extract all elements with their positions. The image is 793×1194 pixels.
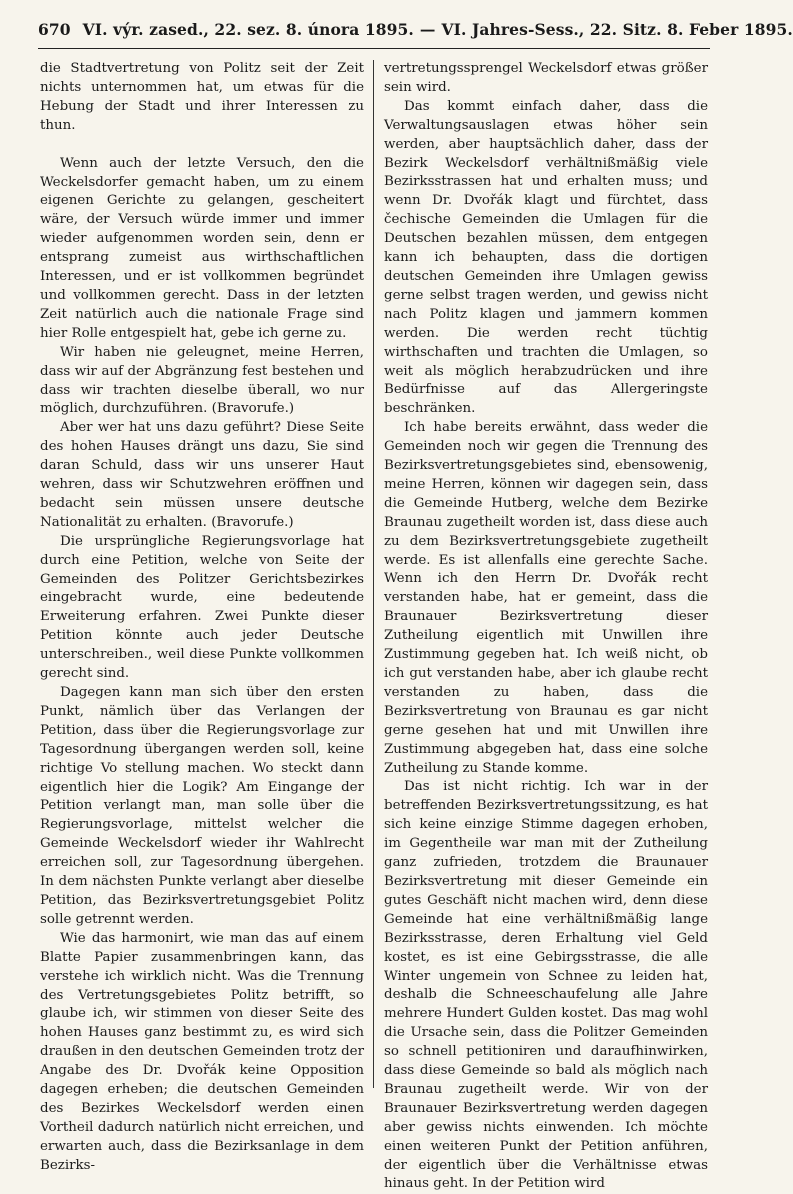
page-number: 670 [38, 20, 71, 39]
paragraph: Dagegen kann man sich über den ersten Punkt, nämlich über das Verlangen der Petition, dass über die Regierungsvorlage zur Tagesordnung übergangen werden soll, keine richtige Vo stellung machen. Wo steckt dann eigentlich hier die Logik? Am Eingange der Petition verlangt man, man solle über die Regierungsvorlage, mittelst welcher die Gemeinde Weckelsdorf wieder ihr Wahlrecht erreichen soll, zur Tagesordnung übergehen. In dem nächsten Punkte verlangt aber dieselbe Petition, das Bezirksvertretungsgebiet Politz solle getrennt werden. [40, 685, 364, 927]
paragraph: Aber wer hat uns dazu geführt? Diese Seite des hohen Hauses drängt uns dazu, Sie sind daran Schuld, dass wir uns unserer Haut wehren, dass wir Schutzwehren eröffnen und bedacht sein müssen unsere deutsche Nationalität zu erhalten. (Bravorufe.) [40, 420, 364, 530]
paragraph: Wie das harmonirt, wie man das auf einem Blatte Papier zusammenbringen kann, das verstehe ich wirklich nicht. Was die Trennung des Vertretungsgebietes Politz betrifft, so glaube ich, wir stimmen von dieser Seite des hohen Hauses ganz bestimmt zu, es wird sich draußen in den deutschen Gemeinden trotz der Angabe des Dr. Dvořák keine Opposition dagegen erheben; die deutschen Gemeinden des Bezirkes Weckelsdorf werden einen Vortheil dadurch natürlich nicht erreichen, und erwarten auch, dass die Bezirksanlage in dem Bezirks- [40, 930, 364, 1173]
header-german: VI. Jahres-Sess., 22. Sitz. 8. Feber 1895. [441, 20, 793, 39]
right-column [384, 60, 708, 1192]
header-czech: VI. výr. zased., 22. sez. 8. února 1895. [82, 20, 414, 39]
paragraph: Wenn auch der letzte Versuch, den die Weckelsdorfer gemacht haben, um zu einem eigenen Gerichte zu gelangen, gescheitert wäre, der Versuch würde immer und immer wieder aufgenommen worden sein, denn er entsprang zumeist aus wirthschaftlichen Interessen, und er ist vollkommen begründet und vollkommen gerecht. Dass in der letzten Zeit natürlich auch die nationale Frage sind hier Rolle entgespielt hat, gebe ich gerne zu. [40, 155, 364, 341]
running-header [38, 20, 793, 44]
paragraph: Ich habe bereits erwähnt, dass weder die Gemeinden noch wir gegen die Trennung des Bezirksvertretungsgebietes sind, ebensowenig, meine Herren, können wir dagegen sein, dass die Gemeinde Hutberg, welche dem Bezirke Braunau zugetheilt worden ist, dass diese auch zu dem Bezirksvertretungsgebiete zugetheilt werde. Es ist allenfalls eine gerechte Sache. Wenn ich den Herrn Dr. Dvořák recht verstanden habe, hat er gemeint, dass die Braunauer Bezirksvertretung dieser Zutheilung eigentlich mit Unwillen ihre Zustimmung gegeben hat. Ich weiß nicht, ob ich gut verstanden habe, aber ich glaube recht verstanden zu haben, dass die Bezirksvertretung von Braunau es gar nicht gerne gesehen hat und mit Unwillen ihre Zustimmung abgegeben hat, dass eine solche Zutheilung zu Stande komme. [384, 420, 708, 776]
left-column [40, 60, 364, 1173]
paragraph: Die ursprüngliche Regierungsvorlage hat durch eine Petition, welche von Seite der Gemeinden des Politzer Gerichtsbezirkes eingebracht wurde, eine bedeutende Erweiterung erfahren. Zwei Punkte dieser Petition könnte auch jeder Deutsche unterschreiben., weil diese Punkte vollkommen gerecht sind. [40, 533, 364, 682]
column-divider [373, 60, 374, 1088]
paragraph: Wir haben nie geleugnet, meine Herren, dass wir auf der Abgränzung fest bestehen und dass wir trachten dieselbe überall, wo nur möglich, durchzuführen. (Bravorufe.) [40, 344, 364, 417]
header-rule [38, 48, 710, 49]
paragraph: vertretungssprengel Weckelsdorf etwas größer sein wird. [384, 61, 708, 95]
paragraph: Das kommt einfach daher, dass die Verwaltungsauslagen etwas höher sein werden, aber hauptsächlich daher, dass der Bezirk Weckelsdorf verhältnißmäßig viele Bezirksstrassen hat und erhalten muss; und wenn Dr. Dvořák klagt und fürchtet, dass čechische Gemeinden die Umlagen für die Deutschen bezahlen müssen, dem entgegen kann ich behaupten, dass die dortigen deutschen Gemeinden ihre Umlagen gewiss gerne selbst tragen werden, und gewiss nicht nach Politz klagen und jammern kommen werden. Die werden recht tüchtig wirthschaften und trachten die Umlagen, so weit als möglich herabzudrücken und ihre Bedürfnisse auf das Allergeringste beschränken. [384, 98, 708, 417]
paragraph: Das ist nicht richtig. Ich war in der betreffenden Bezirksvertretungssitzung, es hat sich keine einzige Stimme dagegen erhoben, im Gegentheile war man mit der Zutheilung ganz zufrieden, trotzdem die Braunauer Bezirksvertretung mit dieser Gemeinde ein gutes Geschäft nicht machen wird, denn diese Gemeinde hat eine verhältnißmäßig lange Bezirksstrasse, deren Erhaltung viel Geld kostet, es ist eine Gebirgsstrasse, die alle Winter ungemein von Schnee zu leiden hat, deshalb die Schneeschaufelung alle Jahre mehrere Hundert Gulden kostet. Das mag wohl die Ursache sein, dass die Politzer Gemeinden so schnell petitioniren und daraufhinwirken, dass diese Gemeinde so bald als möglich nach Braunau zugetheilt werde. Wir von der Braunauer Bezirksvertretung werden dagegen aber gewiss nichts einwenden. Ich möchte einen weiteren Punkt der Petition anführen, der eigentlich über die Verhältnisse etwas hinaus geht. In der Petition wird [384, 779, 708, 1192]
header-separator: — [419, 20, 436, 39]
paragraph: die Stadtvertretung von Politz seit der Zeit nichts unternommen hat, um etwas für die Hebung der Stadt und ihrer Interessen zu thun. [40, 61, 364, 133]
